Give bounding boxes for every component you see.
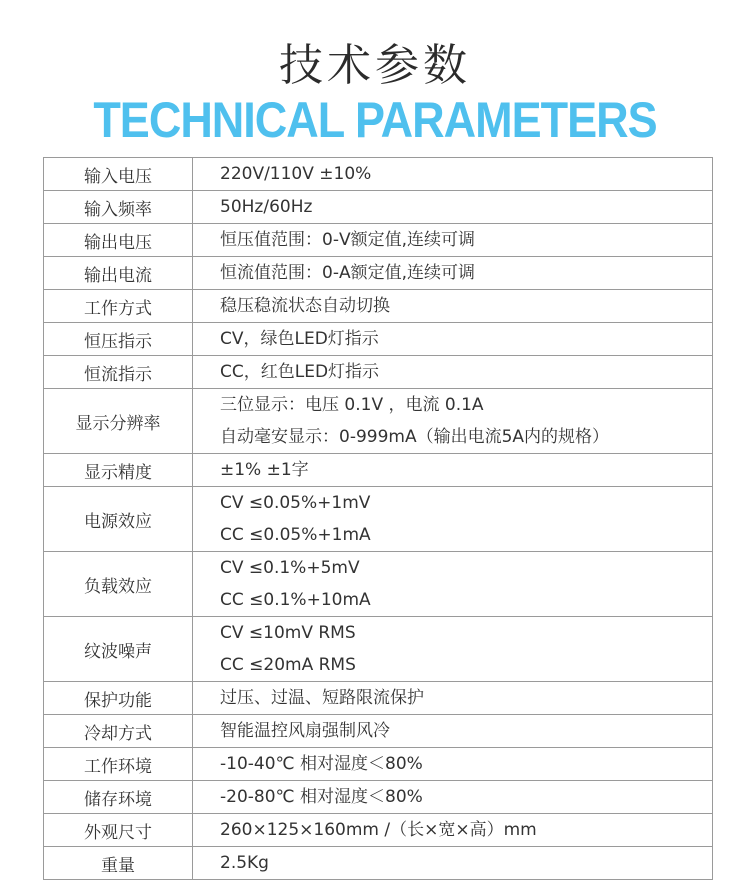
- parameter-label: 恒流指示: [44, 356, 193, 389]
- table-row: [44, 454, 713, 487]
- parameter-value-cell: [193, 290, 713, 323]
- table-row: [44, 257, 713, 290]
- parameter-value-cell: [193, 454, 713, 487]
- parameter-label: 电源效应: [44, 487, 193, 552]
- parameter-label: 输入频率: [44, 191, 193, 224]
- parameter-value: 三位显示：电压 0.1V ，电流 0.1A: [220, 395, 484, 415]
- table-row: [44, 715, 713, 748]
- parameter-value-cell: [193, 552, 713, 617]
- table-row: [44, 290, 713, 323]
- parameter-value-cell: [193, 814, 713, 847]
- parameter-value: 稳压稳流状态自动切换: [220, 296, 390, 316]
- parameter-value-cell: [193, 323, 713, 356]
- page-title: 技术参数: [279, 40, 471, 91]
- parameter-value: 260×125×160mm /（长×宽×高）mm: [220, 820, 537, 840]
- parameter-label: 冷却方式: [44, 715, 193, 748]
- table-row: [44, 781, 713, 814]
- table-row: [44, 191, 713, 224]
- parameter-value-cell: [193, 847, 713, 880]
- table-row: [44, 682, 713, 715]
- table-row: [44, 487, 713, 552]
- parameter-value: 220V/110V ±10%: [220, 164, 372, 184]
- parameter-label: 重量: [44, 847, 193, 880]
- parameter-label: 负载效应: [44, 552, 193, 617]
- parameter-value: CC ≤0.1%+10mA: [220, 590, 371, 610]
- parameter-label: 输出电流: [44, 257, 193, 290]
- table-row: [44, 158, 713, 191]
- parameter-value-cell: [193, 487, 713, 552]
- parameter-value-cell: [193, 389, 713, 454]
- parameter-value: ±1% ±1字: [220, 460, 309, 480]
- parameter-value: 50Hz/60Hz: [220, 197, 313, 217]
- parameters-table-body: [44, 158, 713, 880]
- parameter-value: CC ≤20mA RMS: [220, 655, 356, 675]
- header: [0, 0, 750, 152]
- parameter-label: 显示分辨率: [44, 389, 193, 454]
- parameter-value: 自动毫安显示：0-999mA（输出电流5A内的规格）: [220, 427, 610, 447]
- parameter-value-cell: [193, 257, 713, 290]
- table-row: [44, 356, 713, 389]
- parameter-value: 恒压值范围：0-V额定值,连续可调: [220, 230, 475, 250]
- parameter-label: 输入电压: [44, 158, 193, 191]
- table-row: [44, 224, 713, 257]
- parameter-label: 输出电压: [44, 224, 193, 257]
- parameter-label: 纹波噪声: [44, 617, 193, 682]
- table-row: [44, 814, 713, 847]
- parameter-value-cell: [193, 682, 713, 715]
- parameter-value: 过压、过温、短路限流保护: [220, 688, 424, 708]
- table-row: [44, 389, 713, 454]
- parameter-value-cell: [193, 158, 713, 191]
- parameter-label: 工作方式: [44, 290, 193, 323]
- parameter-label: 储存环境: [44, 781, 193, 814]
- parameter-label: 显示精度: [44, 454, 193, 487]
- table-row: [44, 552, 713, 617]
- parameter-value: 恒流值范围：0-A额定值,连续可调: [220, 263, 475, 283]
- parameter-label: 工作环境: [44, 748, 193, 781]
- parameter-value: -20-80℃ 相对湿度＜80%: [220, 787, 423, 807]
- parameter-value: CC，红色LED灯指示: [220, 362, 380, 382]
- table-row: [44, 617, 713, 682]
- parameter-label: 外观尺寸: [44, 814, 193, 847]
- parameter-value: CV ≤0.05%+1mV: [220, 493, 371, 513]
- table-row: [44, 847, 713, 880]
- parameter-value-cell: [193, 715, 713, 748]
- parameter-value: -10-40℃ 相对湿度＜80%: [220, 754, 423, 774]
- parameter-value-cell: [193, 781, 713, 814]
- parameter-value-cell: [193, 191, 713, 224]
- parameter-label: 保护功能: [44, 682, 193, 715]
- parameter-value: CV，绿色LED灯指示: [220, 329, 379, 349]
- table-row: [44, 323, 713, 356]
- parameter-value-cell: [193, 748, 713, 781]
- parameter-label: 恒压指示: [44, 323, 193, 356]
- parameter-value: 智能温控风扇强制风冷: [220, 721, 390, 741]
- parameter-value: 2.5Kg: [220, 853, 269, 873]
- parameter-value-cell: [193, 224, 713, 257]
- parameter-value-cell: [193, 356, 713, 389]
- page-subtitle: TECHNICAL PARAMETERS: [93, 90, 657, 148]
- table-row: [44, 748, 713, 781]
- parameters-table: [43, 157, 713, 880]
- parameter-value: CV ≤0.1%+5mV: [220, 558, 360, 578]
- parameter-value-cell: [193, 617, 713, 682]
- parameter-value: CC ≤0.05%+1mA: [220, 525, 371, 545]
- parameter-value: CV ≤10mV RMS: [220, 623, 356, 643]
